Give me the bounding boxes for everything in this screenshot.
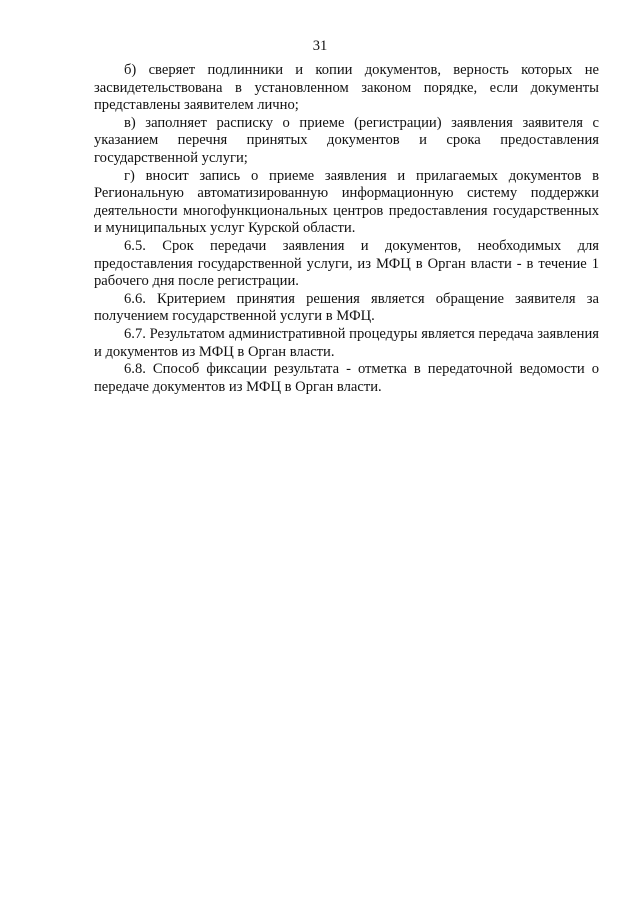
paragraph-6-6-decision-criterion: 6.6. Критерием принятия решения является обращение заявителя за получением государственной услуги в МФЦ.	[94, 290, 599, 325]
page-number: 31	[312, 38, 328, 54]
paragraph-v-receipt: в) заполняет расписку о приеме (регистрации) заявления заявителя с указанием перечня принятых документов и срока предоставления государственной услуги;	[94, 114, 599, 166]
paragraph-6-5-transfer-term: 6.5. Срок передачи заявления и документов, необходимых для предоставления государственной услуги, из МФЦ в Орган власти - в течение 1 рабочего дня после регистрации.	[94, 237, 599, 290]
paragraph-g-record-entry: г) вносит запись о приеме заявления и прилагаемых документов в Региональную автоматизированную информационную систему поддержки деятельности многофункциональных центров предоставления государственных и муниципальных услуг Курской области.	[94, 167, 599, 237]
document-body	[94, 62, 599, 396]
paragraph-6-8-result-recording: 6.8. Способ фиксации результата - отметка в передаточной ведомости о передаче документов из МФЦ в Орган власти.	[94, 361, 599, 395]
paragraph-b-verify-documents: б) сверяет подлинники и копии документов, верность которых не засвидетельствована в установленном законом порядке, если документы представлены заявителем лично;	[94, 62, 599, 114]
paragraph-6-7-procedure-result: 6.7. Результатом административной процедуры является передача заявления и документов из МФЦ в Орган власти.	[94, 325, 599, 360]
